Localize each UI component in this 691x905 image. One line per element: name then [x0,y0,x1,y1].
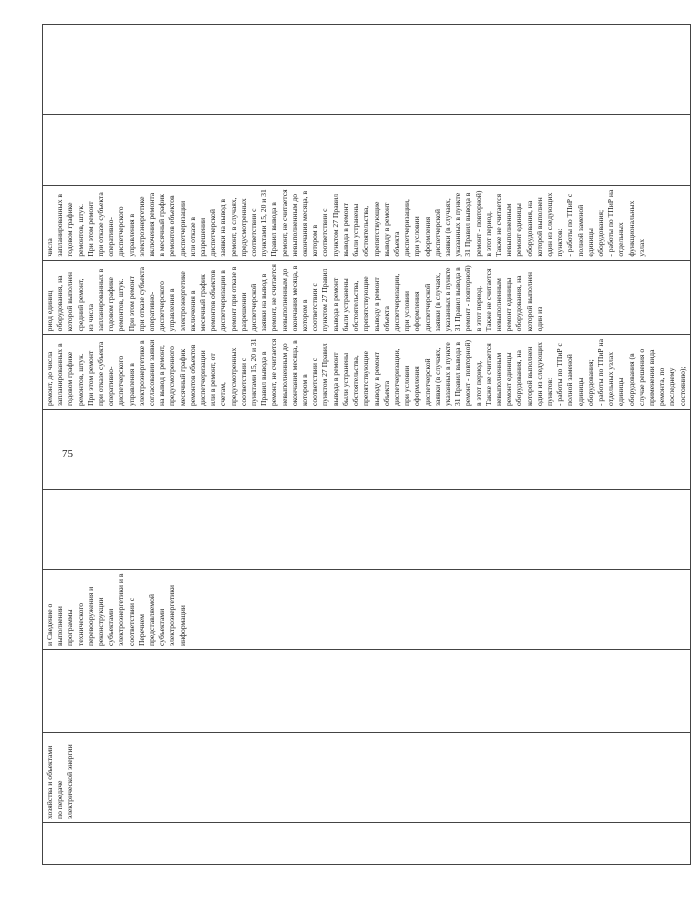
cell-col2 [43,733,691,823]
cell-col6 [43,410,691,490]
col8-p4: Также не считается невыполненным ремонт единицы оборудования, на которой выполнен один из [483,268,544,332]
cell-col10 [43,115,691,186]
cell-col4 [43,570,691,650]
col7-p1: ремонт, до числа запланированных в годовом графике ремонтов, штук. [45,343,85,406]
col9-p4: - работы по ТПиР с полной заменой единицы оборудования; [565,193,605,257]
cell-col3 [43,650,691,733]
cell-col11 [43,25,691,115]
col8-p1: риод единиц оборудования, на которой выполнен средний ремонт, [45,272,85,332]
col7-text [43,334,690,409]
col2-text: хозяйства и объектами по передаче электрической энергии [45,744,75,819]
document-table [42,24,691,865]
page-number: 75 [62,448,73,460]
table-container [42,25,687,865]
col9-text [43,186,690,260]
col8-p3: При этом ремонт при отказе субъекта оперативно-диспетчерского управления в электроэнергетике включения в месячный график ремонтов объектов диспетчеризации в ремонт при отказе в разрешении диспетчерской заявки на вывод в ремонт, не считается невыполненным до окончания месяца, в котором в соответствии с пунктом 27 Правил вывода в ремонт были устранены обстоятельства, препятствующие выводу в ремонт объекта диспетчеризации, при условии оформления диспетчерской заявки (в случаях, указанных в пункте 31 Правил вывода в ремонт - повторной) в этот период. [126,264,483,332]
col7-p2: При этом ремонт при отказе субъекта оперативно-диспетчерского управления в электроэнергетике в согласовании заявки на вывод в ремонт, предусмотренного месячный график ремонтов объектов диспетчеризации или в ремонт, от счетам, предусмотренных соответствии с пунктами 15, 20 и 31 Правил вывода в ремонт, не считается невыполненным до окончания месяца, в котором в соответствии с пунктом 27 Правил вывода в ремонт были устранены обстоятельства, препятствующие выводу в ремонт объекта диспетчеризации, при условии оформления диспетчерской заявки (в случаях, указанных в пункте 31 Правил вывода в ремонт - повторной) в этот период. [85,338,483,406]
cell-text-columns [43,186,691,410]
col9-p1: числа запланированных в годовом графике ремонтов, штук. [45,194,85,257]
table-row [43,25,691,865]
col7-p3: Также не считается невыполненным ремонт единицы оборудования, на которой выполнен один из следующих пунктов: [483,342,554,406]
col8-text [43,260,690,335]
cell-col5 [43,490,691,570]
rotated-table-wrapper [42,25,687,865]
cell-col1 [43,823,691,865]
col7-p4: - работы по ТПиР с полной заменой единицы оборудования; [555,343,595,406]
col8-p2: из числа запланированных в годовом графике ремонтов, штук. [85,268,126,332]
col4-text: и Сведение о выполнении программы технического перевооружения и реконструкции субъектами электроэнергетики и в соответствии с Перечнем представляемой субъектами электроэнергетики информации [45,573,187,646]
col7-p5: - работы по ТПиР на отдельных узлах единицы оборудования (в случае решения о применении вида ремонта, по последнему состоянию); [595,339,687,406]
col9-p5: - работы по ТПиР на отдельных функциональных узлах [606,189,646,257]
col9-p2: При этом ремонт при отказе субъекта оперативно-диспетчерского управления в электроэнергетике включения ремонта в месячный график ремонтов объектов диспетчеризации или отказе в разрешении диспетчерской заявки на вывод в ремонт, в случаях, предусмотренных соответствии с пунктами 15, 20 и 31 Правил вывода в ремонт, не считается невыполненным до окончания месяца, в котором в соответствии с пунктом 27 Правил вывода в ремонт были устранены обстоятельства, препятствующие выводу в ремонт объекта диспетчеризации, при условии оформления диспетчерской заявки (в случаях, указанных в пункте 31 Правил вывода в ремонт - повторной) в этот период. [85,189,493,257]
col9-p3: Также не считается невыполненным ремонт единицы оборудования, на которой выполнен один из следующих пунктов: [493,192,565,257]
